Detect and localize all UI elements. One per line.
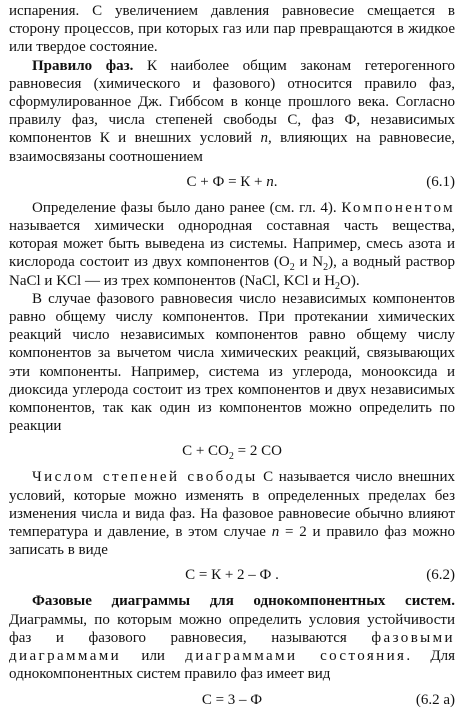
term-degrees-of-freedom: Числом степеней свободы (32, 469, 258, 486)
text: = 2 и правило фаз можно записать в виде (9, 524, 455, 559)
paragraph-intro: испарения. С увеличением давления равновесие смещается в сторону процессов, при которых газ или пар превращаются в жидкое или твердое состояние. (9, 3, 455, 56)
equation-6-2 (9, 566, 455, 584)
text: и N (294, 254, 324, 271)
equation-6-2a (9, 691, 455, 709)
text: ), а водный раствор NaCl и KCl — из трех компонентов (NaCl, KCl и H (9, 254, 455, 289)
term-state-diagrams: диаграммами состояния (185, 648, 407, 665)
text: O). (340, 272, 360, 289)
equation-text: С + CO (182, 443, 229, 460)
paragraph-phase-diagrams (9, 592, 455, 683)
equation-text: С = 3 – Ф (201, 691, 263, 708)
text: называется химически однородная составная часть вещества, которая может быть выведена из системы. Например, смесь азота и кислорода состоит из двух компонентов (O (9, 218, 455, 271)
equation-text: С + Ф = К + (186, 173, 267, 190)
text: Определение фазы было дано ранее (см. гл. 4). (32, 199, 342, 216)
equation-number: (6.2) (426, 567, 455, 584)
variable-n: n (266, 173, 274, 190)
equation-number: (6.2 а) (415, 691, 455, 708)
equation-6-1 (9, 173, 455, 191)
subscript: 2 (335, 280, 341, 292)
paragraph-independent-components: В случае фазового равновесия число независимых компонентов равно общему числу компонентов. При протекании химических реакций число независимых компонентов равно общему числу компонентов за вычетом числа химических реакций, связывающих эти компоненты. Например, система из углерода, монооксида и диоксида углерода состоит из трех компонентов и двух независимых компонентов, так как один из компонентов можно определить по реакции (9, 290, 455, 435)
section-title-phase-diagrams: Фазовые диаграммы для однокомпонентных систем. (32, 593, 455, 610)
equation-text: = 2 CO (233, 443, 282, 460)
text: К наиболее общим законам гетерогенного равновесия (химического и фазового) относится правило фаз, сформулированное Дж. Гиббсом в конце прошлого века. Согласно правилу фаз, числа степеней свободы С, фаз Ф, независимых компонентов К и внешних условий (9, 57, 455, 147)
text: Диаграммы, по которым можно определить условия устойчивости фаз и фазового равновесия, называются (9, 611, 455, 646)
term-component: Компонентом (341, 199, 455, 216)
equation-text: С = К + 2 – Ф . (185, 567, 279, 584)
variable-n: n (260, 130, 268, 147)
text: С называется число внешних условий, которые можно изменять в определенных пределах без изменения числа и вида фаз. На фазовое равновесие обычно влияют температура и давление, в этом случае (9, 469, 455, 541)
section-title-phase-rule: Правило фаз. (32, 57, 134, 74)
equation-reaction (9, 442, 455, 463)
paragraph-phase-rule (9, 57, 455, 166)
paragraph-degrees-of-freedom (9, 468, 455, 559)
term-phase-diagrams: фазовыми диаграммами (9, 629, 455, 665)
text: или (121, 648, 186, 665)
text: , влияющих на равновесие, взаимосвязаны соотношением (9, 130, 455, 165)
paragraph-component (9, 199, 455, 290)
subscript: 2 (289, 262, 295, 274)
subscript: 2 (323, 262, 329, 274)
variable-n: n (271, 524, 280, 541)
text: . Для однокомпонентных систем правило фаз имеет вид (9, 648, 455, 683)
equation-number: (6.1) (426, 173, 455, 190)
equation-end: . (273, 173, 278, 190)
subscript: 2 (228, 451, 234, 463)
